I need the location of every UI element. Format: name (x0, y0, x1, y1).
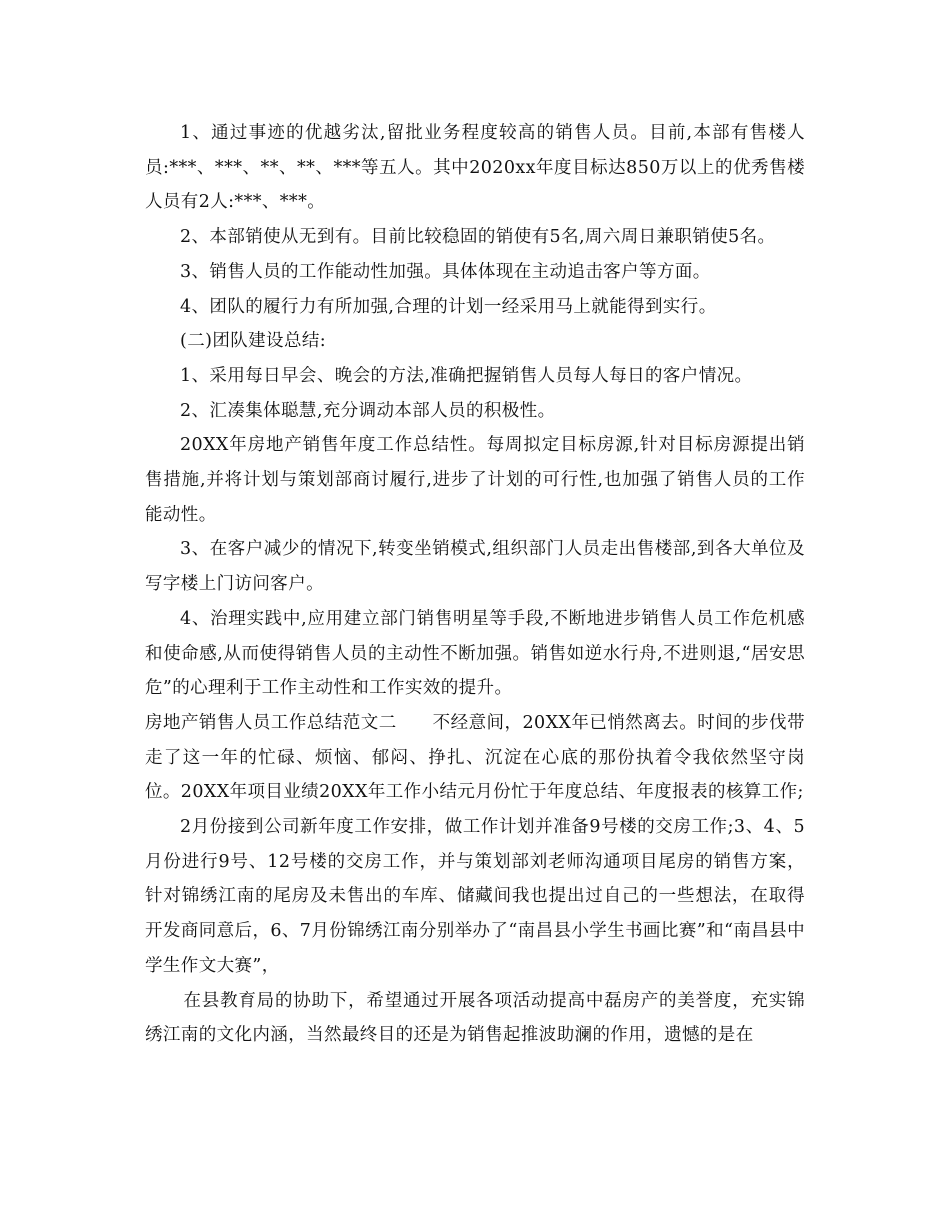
paragraph-education-bureau: 在县教育局的协助下，希望通过开展各项活动提高中磊房产的美誉度，充实锦绣江南的文化内涵，当然最终目的还是为销售起推波助澜的作用，遗憾的是在 (145, 990, 805, 1046)
paragraph-initiative: 3、销售人员的工作能动性加强。具体体现在主动追击客户等方面。 (180, 261, 711, 282)
paragraph-collective-wisdom: 2、汇凑集体聪慧,充分调动本部人员的积极性。 (180, 400, 556, 421)
paragraph-daily-meetings: 1、采用每日早会、晚会的方法,准确把握销售人员每人每日的客户情况。 (180, 365, 753, 386)
paragraph-sample-two: 房地产销售人员工作总结范文二 不经意间，20XX年已悄然离去。时间的步伐带走了这一年的忙碌、烦恼、郁闷、挣扎、沉淀在心底的那份执着令我依然坚守岗位。20XX年项目业绩20XX年工作小结元月份忙于年度总结、年度报表的核算工作; (145, 712, 805, 803)
paragraph-sales-mode: 3、在客户减少的情况下,转变坐销模式,组织部门人员走出售楼部,到各大单位及写字楼上门访问客户。 (145, 539, 805, 595)
paragraph-february-work: 2月份接到公司新年度工作安排，做工作计划并准备9号楼的交房工作;3、4、5月份进行9号、12号楼的交房工作，并与策划部刘老师沟通项目尾房的销售方案，针对锦绣江南的尾房及未售出的车库、储藏间我也提出过自己的一些想法，在取得开发商同意后，6、7月份锦绣江南分别举办了“南昌县小学生书画比赛”和“南昌县中学生作文大赛”， (145, 817, 805, 976)
section-heading-team-building: (二)团队建设总结: (180, 331, 327, 352)
paragraph-sales-agents: 2、本部销使从无到有。目前比较稳固的销使有5名,周六周日兼职销使5名。 (180, 227, 776, 248)
paragraph-management-practice: 4、治理实践中,应用建立部门销售明星等手段,不断地进步销售人员工作危机感和使命感,从而使得销售人员的主动性不断加强。销售如逆水行舟,不进则退,“居安思危”的心理利于工作主动性和工作实效的提升。 (145, 608, 805, 699)
paragraph-annual-summary: 20XX年房地产销售年度工作总结性。每周拟定目标房源,针对目标房源提出销售措施,并将计划与策划部商讨履行,进步了计划的可行性,也加强了销售人员的工作能动性。 (145, 435, 805, 525)
paragraph-execution: 4、团队的履行力有所加强,合理的计划一经采用马上就能得到实行。 (180, 296, 717, 317)
paragraph-sales-staff: 1、通过事迹的优越劣汰,留批业务程度较高的销售人员。目前,本部有售楼人员:***、***、**、**、***等五人。其中2020xx年度目标达850万以上的优秀售楼人员有2人:***、***。 (145, 123, 805, 213)
document-body (145, 116, 805, 1053)
